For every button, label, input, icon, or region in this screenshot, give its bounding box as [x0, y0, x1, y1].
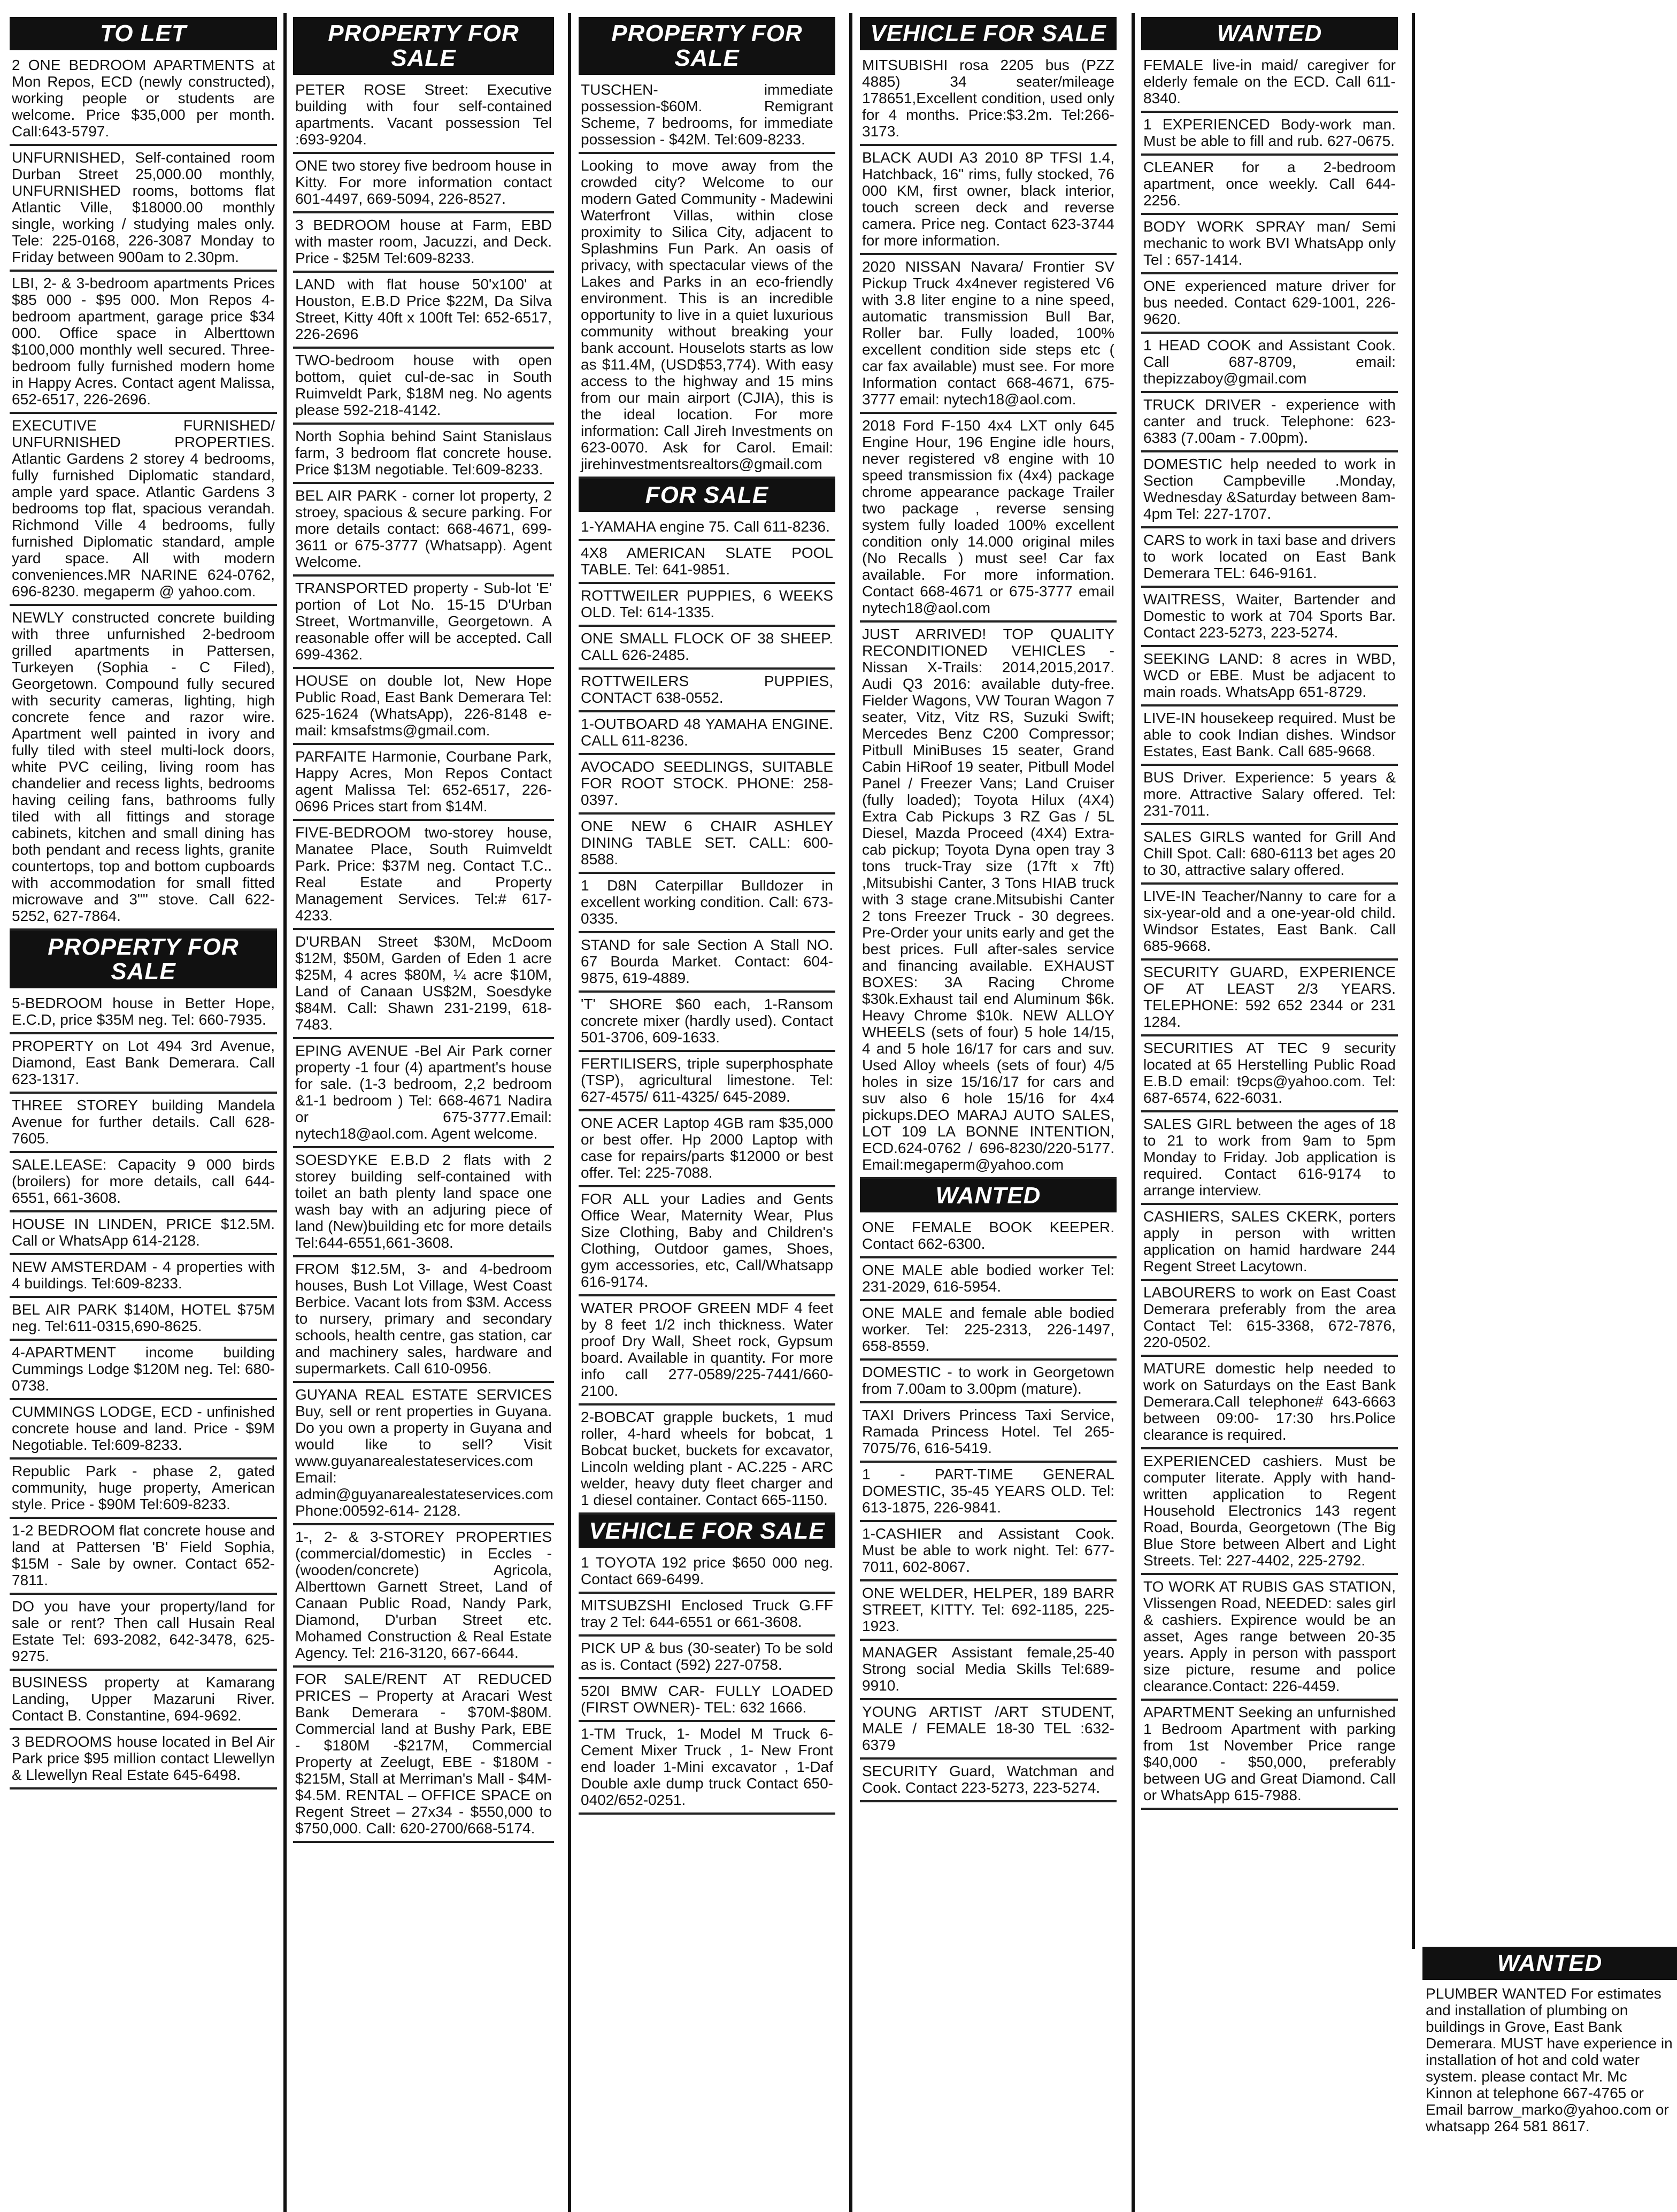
classified-ad: LBI, 2- & 3-bedroom apartments Prices $85 000 - $95 000. Mon Repos 4-bedroom apartment, garage price $34 000. Office space in Alberttown $100,000 monthly well secured. Three-bedroom fully furnished modern home in Happy Acres. Contact agent Malissa, 652-6517, 226-2696. [10, 272, 277, 414]
classified-ad: BEL AIR PARK - corner lot property, 2 stroey, spacious & secure parking. For more details contact: 668-4671, 699-3611 or 675-3777 (Whatsapp). Agent Welcome. [293, 484, 554, 577]
section-header: WANTED [860, 1179, 1117, 1212]
column-divider [568, 13, 571, 2212]
classified-ad: ONE FEMALE BOOK KEEPER. Contact 662-6300. [860, 1216, 1117, 1258]
classified-ad: LAND with flat house 50'x100' at Houston, E.B.D Price $22M, Da Silva Street, Kitty 40ft x 100ft Tel: 652-6517, 226-2696 [293, 273, 554, 349]
classified-ad: FERTILISERS, triple superphosphate (TSP), agricultural limestone. Tel: 627-4575/ 611-4325/ 645-2089. [579, 1052, 835, 1111]
section-header: VEHICLE FOR SALE [860, 17, 1117, 50]
classified-ad: THREE STOREY building Mandela Avenue for further details. Call 628-7605. [10, 1094, 277, 1153]
column-divider [283, 13, 287, 2212]
classified-ad: Republic Park - phase 2, gated community, huge property, American style. Price - $90M Tel:609-8233. [10, 1460, 277, 1519]
classified-ad: 5-BEDROOM house in Better Hope, E.C.D, price $35M neg. Tel: 660-7935. [10, 992, 277, 1034]
classified-ad: FEMALE live-in maid/ caregiver for elderly female on the ECD. Call 611-8340. [1141, 53, 1398, 113]
classified-ad: DOMESTIC help needed to work in Section Campbeville .Monday, Wednesday &Saturday between 8am-4pm Tel: 227-1707. [1141, 452, 1398, 528]
classified-ad: ONE SMALL FLOCK OF 38 SHEEP. CALL 626-2485. [579, 627, 835, 670]
classified-ad: 1-YAMAHA engine 75. Call 611-8236. [579, 515, 835, 541]
classified-ad: LIVE-IN housekeep required. Must be able to cook Indian dishes. Windsor Estates, East Bank. Call 685-9668. [1141, 706, 1398, 766]
classified-ad: EXECUTIVE FURNISHED/ UNFURNISHED PROPERTIES. Atlantic Gardens 2 storey 4 bedrooms, fully furnished Diplomatic standard, ample yard space. Atlantic Gardens 3 bedrooms top flat, spacious verandah. Richmond Ville 4 bedrooms, fully furnished Diplomatic standard, ample yard space. All with modern conveniences.MR NARINE 624-0762, 696-8230. megaperm @ yahoo.com. [10, 414, 277, 606]
classified-ad: ONE ACER Laptop 4GB ram $35,000 or best offer. Hp 2000 Laptop with case for repairs/parts $12000 or best offer. Tel: 225-7088. [579, 1111, 835, 1187]
classified-ad: D'URBAN Street $30M, McDoom $12M, $50M, Garden of Eden 1 acre $25M, 4 acres $80M, ¼ acre $10M, Land of Canaan US$2M, Soesdyke $84M. Call: Shawn 231-2199, 618-7483. [293, 930, 554, 1039]
classified-ad: 1 TOYOTA 192 price $650 000 neg. Contact 669-6499. [579, 1551, 835, 1594]
classified-ad: 1 HEAD COOK and Assistant Cook. Call 687-8709, email: thepizzaboy@gmail.com [1141, 334, 1398, 393]
classified-ad: PETER ROSE Street: Executive building with four self-contained apartments. Vacant possession Tel :693-9204. [293, 78, 554, 154]
classified-ad: SECURITIES AT TEC 9 security located at 65 Herstelling Public Road E.B.D email: t9cps@yahoo.com. Tel: 687-6574, 622-6031. [1141, 1036, 1398, 1112]
classified-ad: WATER PROOF GREEN MDF 4 feet by 8 feet 1/2 inch thickness. Water proof Dry Wall, Sheet rock, Gypsum board. Available in quantity. For more info call 277-0589/225-7441/660-2100. [579, 1296, 835, 1405]
classified-ad: 2-BOBCAT grapple buckets, 1 mud roller, 4-hard wheels for bobcat, 1 Bobcat bucket, buckets for excavator, Lincoln welding plant - AC.225 - ARC welder, heavy duty fleet charger and 1 diesel container. Contact 665-1150. [579, 1405, 835, 1515]
classified-ad: DO you have your property/land for sale or rent? Then call Husain Real Estate Tel: 693-2082, 642-3478, 625-9275. [10, 1595, 277, 1671]
column-to-let [10, 17, 277, 2210]
classified-ad: STAND for sale Section A Stall NO. 67 Bourda Market. Contact: 604-9875, 619-4889. [579, 933, 835, 993]
classified-ad: UNFURNISHED, Self-contained room Durban Street 25,000.00 monthly, UNFURNISHED rooms, bottoms flat Atlantic Ville, $18000.00 monthly single, working / studying males only. Tele: 225-0168, 226-3087 Monday to Friday between 900am to 2.30pm. [10, 146, 277, 272]
classified-ad: TO WORK AT RUBIS GAS STATION, Vlissengen Road, NEEDED: sales girl & cashiers. Expirence would be an asset, Ages range between 20-35 years. Apply in person with passport size picture, resume and police clearance.Contact: 226-4459. [1141, 1575, 1398, 1701]
column-for-sale [579, 17, 835, 2210]
column-property-for-sale [293, 17, 554, 2210]
classified-ad: SECURITY GUARD, EXPERIENCE OF AT LEAST 2/3 YEARS. TELEPHONE: 592 652 2344 or 231 1284. [1141, 961, 1398, 1036]
classified-ad: 1-CASHIER and Assistant Cook. Must be able to work night. Tel: 677-7011, 602-8067. [860, 1522, 1117, 1581]
classified-ad: HOUSE on double lot, New Hope Public Road, East Bank Demerara Tel: 625-1624 (WhatsApp), 226-8148 e-mail: kmsafstms@gmail.com. [293, 669, 554, 745]
section-header: WANTED [1422, 1947, 1677, 1980]
classified-ad: TWO-bedroom house with open bottom, quiet cul-de-sac in South Ruimveldt Park, $18M neg. No agents please 592-218-4142. [293, 349, 554, 425]
classified-ad: DOMESTIC - to work in Georgetown from 7.00am to 3.00pm (mature). [860, 1361, 1117, 1403]
column-divider [1132, 13, 1135, 2212]
classified-ad: ONE WELDER, HELPER, 189 BARR STREET, KITTY. Tel: 692-1185, 225-1923. [860, 1581, 1117, 1641]
classified-ad: 2 ONE BEDROOM APARTMENTS at Mon Repos, ECD (newly constructed), working people or students are welcome. Price $35,000 per month. Call:643-5797. [10, 53, 277, 146]
classified-ad: 4X8 AMERICAN SLATE POOL TABLE. Tel: 641-9851. [579, 541, 835, 584]
classified-ad: EPING AVENUE -Bel Air Park corner property -1 four (4) apartment's house for sale. (1-3 bedroom, 2,2 bedroom &1-1 bedroom ) Tel: 668-4671 Nadira or 675-3777.Email: nytech18@aol.com. Agent welcome. [293, 1039, 554, 1148]
section-header: WANTED [1141, 17, 1398, 50]
section-header: TO LET [10, 17, 277, 50]
classified-ad: HOUSE IN LINDEN, PRICE $12.5M. Call or WhatsApp 614-2128. [10, 1212, 277, 1255]
classified-ad: Looking to move away from the crowded city? Welcome to our modern Gated Community - Madewini Waterfront Villas, within close proximity to Silica City, adjacent to Splashmins Fun Park. An oasis of privacy, with spectacular views of the Lakes and Parks in an eco-friendly environment. This is an incredible opportunity to live in a quiet luxurious community without breaking your bank account. Houselots starts as low as $11.4M, (USD$53,774). With easy access to the highway and 15 mins from our main airport (CJIA), this is the ideal location. For more information: Call Jireh Investments on 623-0070. Ask for Carol. Email: jirehinvestmentsrealtors@gmail.com [579, 154, 835, 479]
classified-ad: LABOURERS to work on East Coast Demerara preferably from the area Contact Tel: 615-3368, 672-7876, 220-0502. [1141, 1281, 1398, 1357]
classified-ad: CARS to work in taxi base and drivers to work located on East Bank Demerara TEL: 646-9161. [1141, 528, 1398, 588]
classified-ad: 3 BEDROOMS house located in Bel Air Park price $95 million contact Llewellyn & Llewellyn Real Estate 645-6498. [10, 1730, 277, 1789]
classified-ad: FOR SALE/RENT AT REDUCED PRICES – Property at Aracari West Bank Demerara - $70M-$80M. Commercial land at Bushy Park, EBE - $180M -$217M, Commercial Property at Zeelugt, EBE - $180M - $215M, Stall at Merriman's Mall - $4M- $4.5M. RENTAL – OFFICE SPACE on Regent Street – 27x34 - $550,000 to $750,000. Call: 620-2700/668-5174. [293, 1668, 554, 1843]
classified-ad: ROTTWEILERS PUPPIES, CONTACT 638-0552. [579, 670, 835, 712]
classified-ad: YOUNG ARTIST /ART STUDENT, MALE / FEMALE 18-30 TEL :632-6379 [860, 1700, 1117, 1760]
classified-ad: ONE NEW 6 CHAIR ASHLEY DINING TABLE SET. CALL: 600-8588. [579, 815, 835, 874]
classified-ad: North Sophia behind Saint Stanislaus farm, 3 bedroom flat concrete house. Price $13M negotiable. Tel:609-8233. [293, 425, 554, 484]
classified-ad: MANAGER Assistant female,25-40 Strong social Media Skills Tel:689-9910. [860, 1641, 1117, 1700]
section-header: PROPERTY FOR SALE [579, 17, 835, 75]
classified-ad: 3 BEDROOM house at Farm, EBD with master room, Jacuzzi, and Deck. Price - $25M Tel:609-8233. [293, 213, 554, 273]
classified-ad: CUMMINGS LODGE, ECD - unfinished concrete house and land. Price - $9M Negotiable. Tel:609-8233. [10, 1400, 277, 1460]
classified-ad: 4-APARTMENT income building Cummings Lodge $120M neg. Tel: 680-0738. [10, 1341, 277, 1400]
classified-ad: PICK UP & bus (30-seater) To be sold as is. Contact (592) 227-0758. [579, 1637, 835, 1679]
classified-ad: WAITRESS, Waiter, Bartender and Domestic to work at 704 Sports Bar. Contact 223-5273, 223-5274. [1141, 588, 1398, 647]
edge-column-wanted [1422, 1947, 1677, 2137]
classified-ad: 1 D8N Caterpillar Bulldozer in excellent working condition. Call: 673-0335. [579, 874, 835, 933]
column-divider [849, 13, 852, 2212]
classified-ad: ONE MALE able bodied worker Tel: 231-2029, 616-5954. [860, 1258, 1117, 1301]
classified-ad: TRUCK DRIVER - experience with canter and truck. Telephone: 623-6383 (7.00am - 7.00pm). [1141, 393, 1398, 452]
section-header: FOR SALE [579, 479, 835, 512]
classified-ad: APARTMENT Seeking an unfurnished 1 Bedroom Apartment with parking from 1st November Price range $40,000 - $50,000, preferably between UG and Great Diamond. Call or WhatsApp 615-7988. [1141, 1701, 1398, 1810]
classified-ad: FIVE-BEDROOM two-storey house, Manatee Place, South Ruimveldt Park. Price: $37M neg. Contact T.C.. Real Estate and Property Management Services. Tel:# 617-4233. [293, 821, 554, 930]
classified-ad: 1-TM Truck, 1- Model M Truck 6-Cement Mixer Truck , 1- New Front end loader 1-Mini excavator , 1-Daf Double axle dump truck Contact 650-0402/652-0251. [579, 1722, 835, 1815]
classified-ad: TAXI Drivers Princess Taxi Service, Ramada Princess Hotel. Tel 265-7075/76, 616-5419. [860, 1403, 1117, 1463]
classified-ad: SALES GIRL between the ages of 18 to 21 to work from 9am to 5pm Monday to Friday. Job application is required. Contact 616-9174 to arrange interview. [1141, 1112, 1398, 1205]
classified-ad: LIVE-IN Teacher/Nanny to care for a six-year-old and a one-year-old child. Windsor Estates, East Bank. Call 685-9668. [1141, 885, 1398, 961]
classified-ad: BEL AIR PARK $140M, HOTEL $75M neg. Tel:611-0315,690-8625. [10, 1298, 277, 1341]
classified-ad: PLUMBER WANTED For estimates and installation of plumbing on buildings in Grove, East Bank Demerara. MUST have experience in installation of hot and cold water system. please contact Mr. Mc Kinnon at telephone 667-4765 or Email barrow_marko@yahoo.com or whatsapp 264 581 8617. [1426, 1985, 1673, 2134]
column-wanted [1141, 17, 1398, 2210]
classified-ad: 1 - PART-TIME GENERAL DOMESTIC, 35-45 YEARS OLD. Tel: 613-1875, 226-9841. [860, 1463, 1117, 1522]
classified-ad: NEW AMSTERDAM - 4 properties with 4 buildings. Tel:609-8233. [10, 1255, 277, 1298]
column-divider [1412, 13, 1415, 1949]
classified-ad: TUSCHEN- immediate possession-$60M. Remigrant Scheme, 7 bedrooms, for immediate possession - $42M. Tel:609-8233. [579, 78, 835, 154]
classified-ad: MATURE domestic help needed to work on Saturdays on the East Bank Demerara.Call telephone# 643-6663 between 09:00- 17:30 hrs.Police clearance is required. [1141, 1357, 1398, 1449]
classified-ad: ONE experienced mature driver for bus needed. Contact 629-1001, 226-9620. [1141, 274, 1398, 334]
classified-ad: MITSUBISHI rosa 2205 bus (PZZ 4885) 34 seater/mileage 178651,Excellent condition, used only for 4 months. Price:$3.2m. Tel:266-3173. [860, 53, 1117, 146]
classified-ad: 520I BMW CAR- FULLY LOADED (FIRST OWNER)- TEL: 632 1666. [579, 1679, 835, 1722]
column-vehicle-for-sale [860, 17, 1117, 2210]
classified-ad: 2020 NISSAN Navara/ Frontier SV Pickup Truck 4x4never registered V6 with 3.8 liter engine to a nine speed, automatic transmission Bull Bar, Roller bar. Fully loaded, 100% excellent condition side steps etc ( car fax available) must see. For more Information contact 668-4671, 675-3777 email: nytech18@aol.com. [860, 255, 1117, 414]
section-header: PROPERTY FOR SALE [293, 17, 554, 75]
classified-ad: MITSUBZSHI Enclosed Truck G.FF tray 2 Tel: 644-6551 or 661-3608. [579, 1594, 835, 1637]
classified-ad: CASHIERS, SALES CKERK, porters apply in person with written application on hamid hardware 244 Regent Street Lacytown. [1141, 1205, 1398, 1281]
classified-ad: CLEANER for a 2-bedroom apartment, once weekly. Call 644-2256. [1141, 156, 1398, 215]
classified-ad: 1-, 2- & 3-STOREY PROPERTIES (commercial/domestic) in Eccles - (wooden/concrete) Agricola, Alberttown Garnett Street, Land of Canaan Public Road, Nandy Park, Diamond, D'urban Street etc. Mohamed Construction & Real Estate Agency. Tel: 216-3120, 667-6644. [293, 1525, 554, 1668]
classified-ad: NEWLY constructed concrete building with three unfurnished 2-bedroom grilled apartments in Pattersen, Turkeyen (Sophia - C Filed), Georgetown. Compound fully secured with security cameras, lighting, high concrete fence and razor wire. Apartment well painted in ivory and fully tiled with steel multi-lock doors, white PVC ceiling, living room has chandelier and recess lights, bedrooms having ceiling fans, bathrooms fully tiled with all fittings and storage cabinets, kitchen and small dining has both pendant and recess lights, granite countertops, top and bottom cupboards with accommodation for small fitted microwave and 3"" stove. Call 622-5252, 627-7864. [10, 606, 277, 931]
classified-ad: 'T' SHORE $60 each, 1-Ransom concrete mixer (hardly used). Contact 501-3706, 609-1633. [579, 993, 835, 1052]
classified-ad: SECURITY Guard, Watchman and Cook. Contact 223-5273, 223-5274. [860, 1760, 1117, 1802]
classified-ad: BLACK AUDI A3 2010 8P TFSI 1.4, Hatchback, 16" rims, fully stocked, 76 000 KM, first owner, black interior, touch screen deck and reverse camera. Price neg. Contact 623-3744 for more information. [860, 146, 1117, 255]
page-top-margin [0, 0, 1677, 13]
classified-ad: SOESDYKE E.B.D 2 flats with 2 storey building self-contained with toilet an bath plenty land space one wash bay with an adjuring piece of land (New)building etc for more details Tel:644-6551,661-3608. [293, 1148, 554, 1257]
classified-ad: SALE.LEASE: Capacity 9 000 birds (broilers) for more details, call 644-6551, 661-3608. [10, 1153, 277, 1212]
classified-ad: 1 EXPERIENCED Body-work man. Must be able to fill and rub. 627-0675. [1141, 113, 1398, 156]
classified-ad: FOR ALL your Ladies and Gents Office Wear, Maternity Wear, Plus Size Clothing, Baby and Children's Clothing, Outdoor games, Shoes, gym accessories, etc, Call/Whatsapp 616-9174. [579, 1187, 835, 1296]
classified-ad: TRANSPORTED property - Sub-lot 'E' portion of Lot No. 15-15 D'Urban Street, Wortmanville, Georgetown. A reasonable offer will be accepted. Call 699-4362. [293, 577, 554, 669]
section-header: VEHICLE FOR SALE [579, 1515, 835, 1548]
classified-ad: 1-OUTBOARD 48 YAMAHA ENGINE. CALL 611-8236. [579, 712, 835, 755]
classified-ad: ONE MALE and female able bodied worker. Tel: 225-2313, 226-1497, 658-8559. [860, 1301, 1117, 1361]
classified-ad: 2018 Ford F-150 4x4 LXT only 645 Engine Hour, 196 Engine idle hours, never registered v8 engine with 10 speed transmission fix (4x4) package chrome appearance package Trailer two package , reverse sensing system fully loaded 100% excellent condition only 14.000 original miles (No Recalls ) must see! Car fax available. For more information. Contact 668-4671 or 675-3777 email nytech18@aol.com [860, 414, 1117, 623]
classified-ad: PROPERTY on Lot 494 3rd Avenue, Diamond, East Bank Demerara. Call 623-1317. [10, 1034, 277, 1094]
classified-ad: PARFAITE Harmonie, Courbane Park, Happy Acres, Mon Repos Contact agent Malissa Tel: 652-6517, 226-0696 Prices start from $14M. [293, 745, 554, 821]
classified-ad: GUYANA REAL ESTATE SERVICES Buy, sell or rent properties in Guyana. Do you own a property in Guyana and would like to sell? Visit www.guyanarealestateservices.com Email: admin@guyanarealestateservices.com Phone:00592-614- 2128. [293, 1383, 554, 1525]
classified-ad: SEEKING LAND: 8 acres in WBD, WCD or EBE. Must be adjacent to main roads. WhatsApp 651-8729. [1141, 647, 1398, 706]
classified-ad: BUS Driver. Experience: 5 years & more. Attractive Salary offered. Tel: 231-7011. [1141, 766, 1398, 825]
classified-ad: 1-2 BEDROOM flat concrete house and land at Pattersen 'B' Field Sophia, $15M - Sale by owner. Contact 652-7811. [10, 1519, 277, 1595]
classified-ad: ONE two storey five bedroom house in Kitty. For more information contact 601-4497, 669-5094, 226-8527. [293, 154, 554, 213]
classified-ad: BODY WORK SPRAY man/ Semi mechanic to work BVI WhatsApp only Tel : 657-1414. [1141, 215, 1398, 274]
classified-ad: JUST ARRIVED! TOP QUALITY RECONDITIONED VEHICLES - Nissan X-Trails: 2014,2015,2017. Audi Q3 2016: available duty-free. Fielder Wagons, VW Touran Wagon 7 seater, Vitz, Vitz RS, Suzuki Swift; Mercedes Benz C200 Compressor; Pitbull MiniBuses 15 seater, Grand Cabin HiRoof 19 seater, Pitbull Model Panel / Freezer Vans; Land Cruiser (fully loaded); Toyota Hilux (4X4) Extra Cab Pickups 3 RZ Gas / 5L Diesel, Mazda Proceed (4X4) Extra-cab pickup; Toyota Dyna open tray 3 tons truck-Tray size (17ft x 7ft) ,Mitsubishi Canter, 3 Tons HIAB truck with 3 stage crane.Mitsubishi Canter 2 tons Freezer Truck - 30 degrees. Pre-Order your units early and get the best prices. Full after-sales service and financing available. EXHAUST BOXES: 3A Racing Chrome $30k.Exhaust tail end Aluminum $6k. Heavy Chrome $10k. NEW ALLOY WHEELS (sets of four) 5 hole 14/15, 4 and 5 hole 16/17 for cars and suv. Used Alloy wheels (sets of four) 4/5 holes in size 15/16/17 for cars and suv also 6 hole 15/16 for 4x4 pickups.DEO MARAJ AUTO SALES, LOT 109 LA BONNE INTENTION, ECD.624-0762 / 696-8230/220-5177. Email:megaperm@yahoo.com [860, 623, 1117, 1179]
classified-ad: ROTTWEILER PUPPIES, 6 WEEKS OLD. Tel: 614-1335. [579, 584, 835, 627]
classified-ad: FROM $12.5M, 3- and 4-bedroom houses, Bush Lot Village, West Coast Berbice. Vacant lots from $3M. Access to nursery, primary and secondary schools, health centre, gas station, car and machinery sales, hardware and supermarkets. Call 610-0956. [293, 1257, 554, 1383]
classified-ad: BUSINESS property at Kamarang Landing, Upper Mazaruni River. Contact B. Constantine, 694-9692. [10, 1671, 277, 1730]
classified-ad: AVOCADO SEEDLINGS, SUITABLE FOR ROOT STOCK. PHONE: 258-0397. [579, 755, 835, 815]
section-header: PROPERTY FOR SALE [10, 931, 277, 988]
classified-ad: EXPERIENCED cashiers. Must be computer literate. Apply with hand-written application to Regent Household Electronics 143 regent Road, Bourda, Georgetown (The Big Blue Store between Albert and Light Streets. Tel: 227-4402, 225-2792. [1141, 1449, 1398, 1575]
classified-ad: SALES GIRLS wanted for Grill And Chill Spot. Call: 680-6113 bet ages 20 to 30, attractive salary offered. [1141, 825, 1398, 885]
